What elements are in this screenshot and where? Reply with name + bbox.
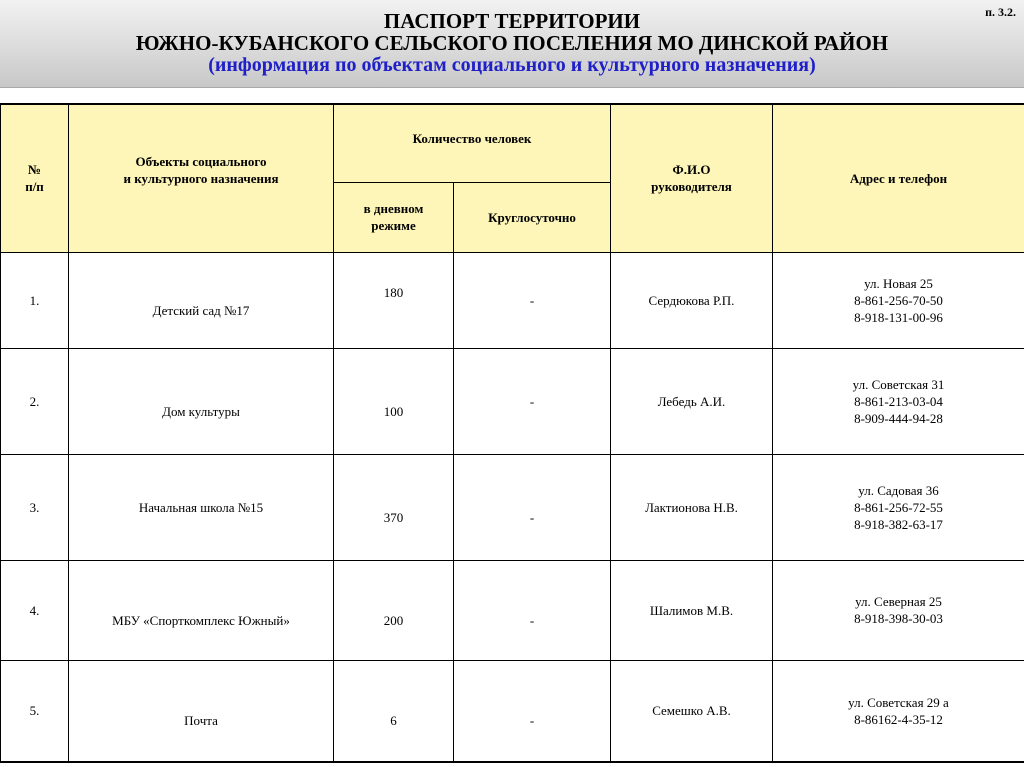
row-round-count: - [454,660,611,762]
row-day-count: 180 [334,252,454,348]
title-line-2: ЮЖНО-КУБАНСКОГО СЕЛЬСКОГО ПОСЕЛЕНИЯ МО ДИНСКОЙ РАЙОН [135,31,889,55]
row-address: ул. Северная 25 8-918-398-30-03 [773,560,1024,660]
row-day-count: 370 [334,454,454,560]
row-address: ул. Советская 31 8-861-213-03-04 8-909-444-94-28 [773,348,1024,454]
row-head-name: Сердюкова Р.П. [611,252,773,348]
col-head-line1: Ф.И.О [672,162,711,178]
row-head-name: Шалимов М.В. [611,560,773,660]
row-address: ул. Советская 29 а 8-86162-4-35-12 [773,660,1024,762]
row-object: Почта [69,660,334,762]
objects-table [0,103,1024,763]
table-row [1,252,1024,348]
col-header-people: Количество человек [334,104,611,182]
slide-header [0,0,1024,88]
subtitle: (информация по объектам социального и культурного назначения) [208,54,816,76]
row-number: 3. [1,454,69,560]
col-header-address: Адрес и телефон [773,104,1024,252]
col-header-round: Круглосуточно [454,182,611,252]
row-day-count: 100 [334,348,454,454]
row-object: Детский сад №17 [69,252,334,348]
row-number: 5. [1,660,69,762]
col-header-object [69,104,334,252]
table-row [1,454,1024,560]
col-header-head [611,104,773,252]
col-day-line2: режиме [371,218,416,233]
col-number-line2: п/п [25,179,44,195]
table-row [1,348,1024,454]
col-object-line1: Объекты социального [135,154,267,170]
col-number-line1: № [27,162,42,178]
table-row [1,560,1024,660]
row-number: 1. [1,252,69,348]
col-object-line2: и культурного назначения [123,171,279,187]
row-head-name: Лактионова Н.В. [611,454,773,560]
row-object: Дом культуры [69,348,334,454]
row-round-count: - [454,252,611,348]
col-head-line2: руководителя [651,179,732,195]
row-round-count: - [454,348,611,454]
row-number: 2. [1,348,69,454]
col-header-day [334,182,454,252]
title-line-1: ПАСПОРТ ТЕРРИТОРИИ [383,9,641,33]
row-round-count: - [454,454,611,560]
row-address: ул. Садовая 36 8-861-256-72-55 8-918-382-63-17 [773,454,1024,560]
row-head-name: Лебедь А.И. [611,348,773,454]
row-object: Начальная школа №15 [69,454,334,560]
row-round-count: - [454,560,611,660]
row-number: 4. [1,560,69,660]
col-day-line1: в дневном [363,201,424,216]
row-day-count: 6 [334,660,454,762]
row-address: ул. Новая 25 8-861-256-70-50 8-918-131-00-96 [773,252,1024,348]
page-number: п. 3.2. [985,5,1016,19]
row-object: МБУ «Спорткомплекс Южный» [69,560,334,660]
col-header-number [1,104,69,252]
row-day-count: 200 [334,560,454,660]
objects-table-container [0,103,1024,761]
row-head-name: Семешко А.В. [611,660,773,762]
table-row [1,660,1024,762]
